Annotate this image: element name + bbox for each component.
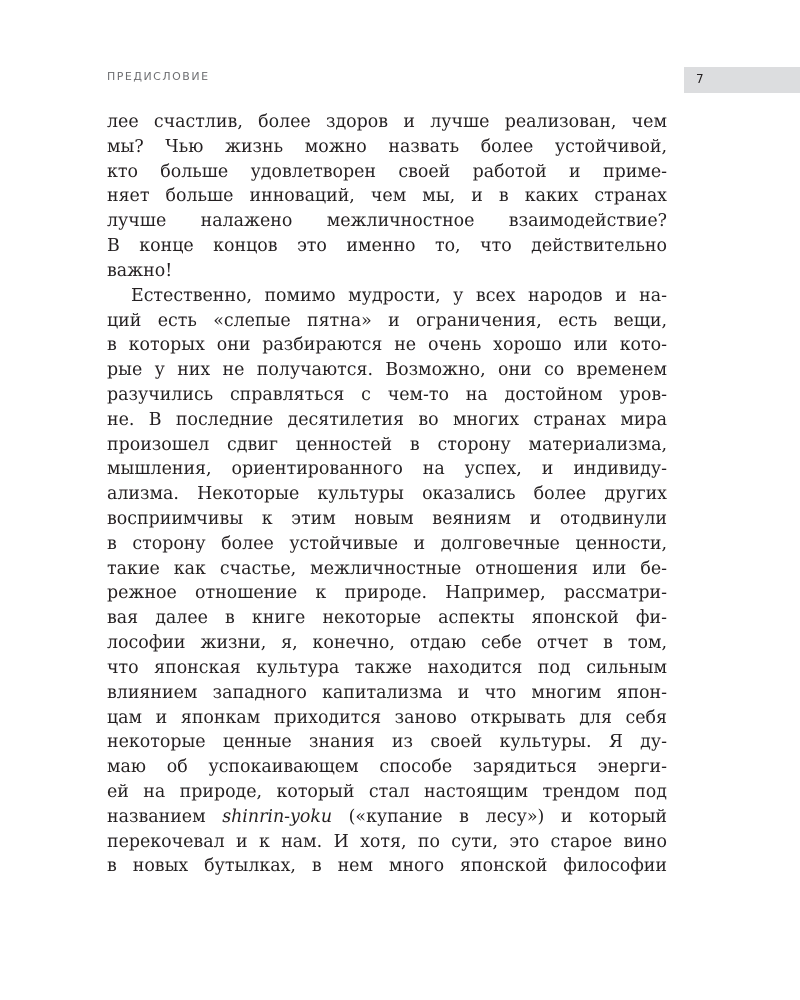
text-line: ей на природе, который стал настоящим трендом под [107,781,667,802]
text-line: мышления, ориентированного на успех, и индивиду- [107,459,667,480]
text-line: ций есть «слепые пятна» и ограничения, есть вещи, [107,310,667,331]
text-line: некоторые ценные знания из своей культуры. Я ду- [107,732,667,753]
page-number-tab [684,67,800,93]
text-line: важно! [107,260,173,281]
text-line: влиянием западного капитализма и что многим япон- [107,682,667,703]
text-line: маю об успокаивающем способе зарядиться энерги- [107,757,667,778]
text-line: такие как счастье, межличностные отношения или бе- [107,558,667,579]
text-line: лее счастлив, более здоров и лучше реализован, чем [107,112,667,132]
text-line: разучились справляться с чем-то на достойном уров- [107,384,667,405]
text-line: рые у них не получаются. Возможно, они со временем [107,360,667,381]
text-fragment: названием [107,806,206,827]
text-line: произошел сдвиг ценностей в сторону материализма, [107,434,667,455]
text-line: восприимчивы к этим новым веяниям и отодвинули [107,509,667,529]
running-header-title: ПРЕДИСЛОВИЕ [107,70,210,83]
text-line: лософии жизни, я, конечно, отдаю себе отчет в том, [107,633,667,654]
text-line: цам и японкам приходится заново открывать для себя [107,707,667,728]
text-line: режное отношение к природе. Например, рассматри- [107,583,667,604]
text-line: няет больше инноваций, чем мы, и в каких странах [107,186,667,207]
text-fragment: («купание в лесу») и который [348,806,668,827]
text-line: ализма. Некоторые культуры оказались более других [107,484,667,505]
text-line: кто больше удовлетворен своей работой и приме- [107,161,667,182]
text-line: мы? Чью жизнь можно назвать более устойчивой, [107,136,667,157]
page-number: 7 [696,72,704,86]
text-line: в которых они разбираются не очень хорошо или кото- [107,335,667,356]
text-line: не. В последние десятилетия во многих странах мира [107,409,667,430]
text-line: В конце концов это именно то, что действительно [107,236,667,257]
text-line: Естественно, помимо мудрости, у всех народов и на- [131,285,667,306]
text-line: вая далее в книге некоторые аспекты японской фи- [107,608,667,629]
text-line: перекочевал и к нам. И хотя, по сути, это старое вино [107,831,667,852]
body-text [107,110,667,879]
text-line: в новых бутылках, в нем много японской философии [107,856,667,877]
text-line: в сторону более устойчивые и долговечные ценности, [107,533,667,554]
italic-term: shinrin-yoku [222,806,333,827]
text-line: лучше налажено межличностное взаимодействие? [107,211,667,232]
text-line-with-italic [107,805,667,830]
text-line: что японская культура также находится под сильным [107,657,667,678]
